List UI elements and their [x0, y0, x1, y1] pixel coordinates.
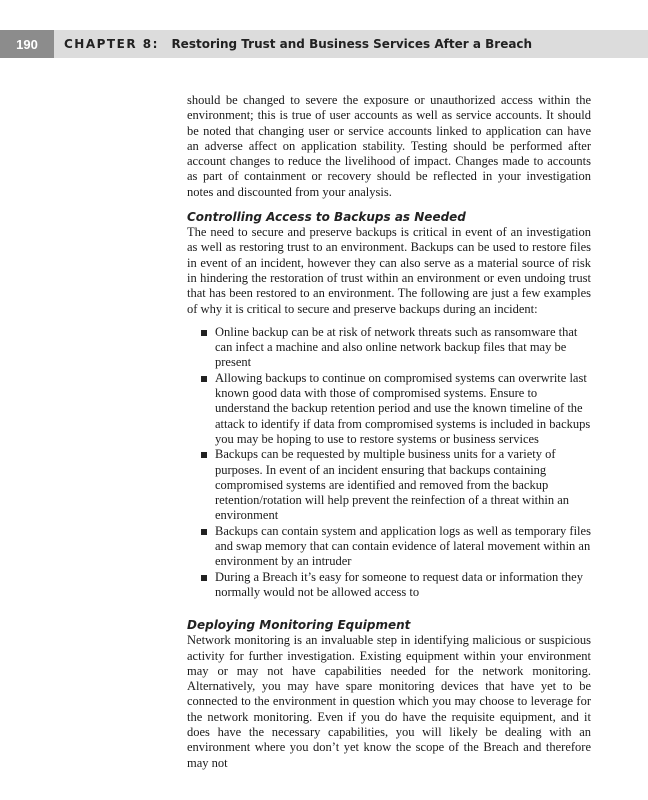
- list-item: [187, 325, 591, 371]
- intro-paragraph: should be changed to severe the exposure or unauthorized access within the environment; this is true of user accounts as well as service accounts. It should be noted that changing user or service accounts linked to application can have an adverse affect on application stability. Testing should be performed after account changes to reduce the livelihood of impact. Changes made to accounts as part of containment or recovery should be reflected in your investigation notes and discounted from your analysis.: [187, 93, 591, 199]
- list-item: [187, 524, 591, 570]
- bullet-marker: [201, 376, 207, 382]
- list-item: [187, 570, 591, 601]
- chapter-label: CHAPTER 8:: [64, 37, 159, 51]
- list-item-text: Backups can be requested by multiple business units for a variety of purposes. In event of an incident ensuring that backups containing compromised systems are identified and removed from the backup retention/rotation will help prevent the reinfection of a threat within an environment: [215, 447, 570, 523]
- bullet-marker: [201, 529, 207, 535]
- bullet-marker: [201, 452, 207, 458]
- page-body: [187, 93, 591, 771]
- bullet-marker: [201, 575, 207, 581]
- page-number: 190: [0, 30, 54, 58]
- list-item-text: Backups can contain system and application logs as well as temporary files and swap memory that can contain evidence of lateral movement within an environment by an intruder: [215, 523, 591, 569]
- running-head: [64, 30, 532, 58]
- list-item: [187, 447, 591, 523]
- section-paragraph-monitoring: Network monitoring is an invaluable step in identifying malicious or suspicious activity for further investigation. Existing equipment within your environment may or may not have capabilities needed for the network monitoring. Alternatively, you may have spare monitoring devices that have yet to be connected to the environment in question which you may choose to leverage for the network monitoring. Even if you do have the requisite equipment, and it does have the necessary capabilities, you will likely be dealing with an environment where you don’t yet know the scope of the Breach and therefore may not: [187, 633, 591, 770]
- section-paragraph-backups: The need to secure and preserve backups is critical in event of an investigation as well as restoring trust to an environment. Backups can be used to restore files in event of an incident, however they can also serve as a material source of risk in hindering the restoration of trust within an environment or even undoing trust that has been restored to an environment. The following are just a few examples of why it is critical to secure and preserve backups during an incident:: [187, 225, 591, 316]
- running-header: [0, 30, 648, 58]
- list-item-text: Online backup can be at risk of network threats such as ransomware that can infect a machine and also online network backup files that may be present: [215, 324, 578, 370]
- section-heading-backups: Controlling Access to Backups as Needed: [187, 210, 466, 225]
- section-heading-monitoring: Deploying Monitoring Equipment: [187, 618, 411, 633]
- chapter-title: Restoring Trust and Business Services After a Breach: [171, 37, 533, 51]
- bullet-list: [187, 325, 591, 600]
- list-item-text: During a Breach it’s easy for someone to request data or information they normally would not be allowed access to: [215, 569, 583, 599]
- list-item-text: Allowing backups to continue on compromised systems can overwrite last known good data with those of compromised systems. Ensure to understand the backup retention period and use the known timeline of the attack to identify if data from compromised systems is included in backups you may be hoping to use to restore systems or business services: [215, 370, 591, 446]
- bullet-marker: [201, 330, 207, 336]
- list-item: [187, 371, 591, 447]
